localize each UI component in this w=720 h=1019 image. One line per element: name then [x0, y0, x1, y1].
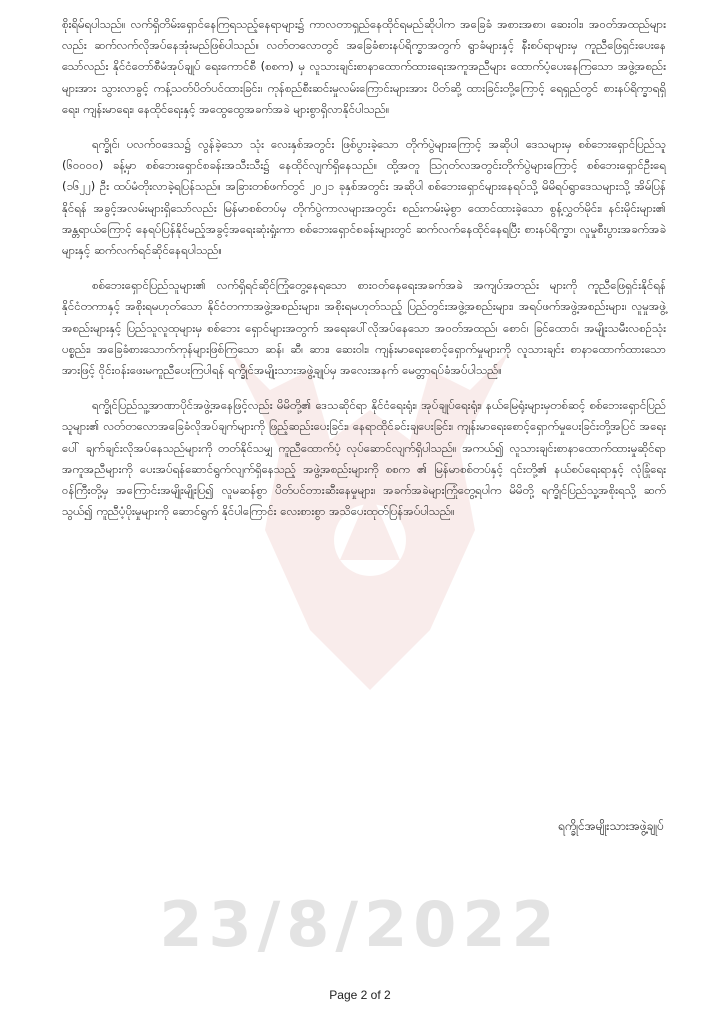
paragraph-4: ရက္ခိုင်ပြည်သူ့အာဏာပိုင်အဖွဲ့အနေဖြင့်လည်း မိမိတို့၏ ဒေသဆိုင်ရာ နိုင်ငံရေးရုံး၊ အုပ်ချုပ်ရေးရုံး၊ နယ်မြေရုံးများမှတစ်ဆင့် စစ်ဘေးရှောင်ပြည်သူများ၏ လတ်တလောအခြေခံလိုအပ်ချက်များကို ဖြည့်ဆည်းပေးခြင်း၊ နေရာထိုင်ခင်းချပေးခြင်း၊ ကျန်းမာရေးစောင့်ရှောက်မှုပေးခြင်းတို့အပြင် အရေးပေါ် ချက်ချင်းလိုအပ်နေသည်များကို တတ်နိုင်သမျှ ကူညီထောက်ပံ့ လုပ်ဆောင်လျက်ရှိပါသည်။ အကယ်၍ လူသားချင်းစာနာထောက်ထားမှုဆိုင်ရာ အကူအညီများကို ပေးအပ်ရန်ဆောင်ရွက်လျက်ရှိနေသည့် အဖွဲ့အစည်းများကို စစက ၏ မြန်မာစစ်တပ်နှင့် ၎င်းတို့၏ နယ်စပ်ရေးရာနှင့် လုံခြုံရေးဝန်ကြီးတို့မှ အကြောင်းအမျိုးမျိုးပြ၍ လူမဆန်စွာ ပိတ်ပင်တားဆီးနေမှုများ၊ အခက်အခဲများကြုံတွေ့ရပါက မိမိတို့ ရက္ခိုင်ပြည်သူ့အစိုးရသို့ ဆက်သွယ်၍ ကူညီပံ့ပိုးမှုများကို ဆောင်ရွက် နိုင်ပါကြောင်း လေးစားစွာ အသိပေးထုတ်ပြန်အပ်ပါသည်။ [62, 398, 666, 519]
date-watermark: 23/8/2022 [159, 888, 561, 961]
document-body [62, 14, 666, 536]
page-number: Page 2 of 2 [329, 988, 391, 1002]
paragraph-2: ရက္ခိုင်၊ ပလက်ဝဒေသ၌ လွန်ခဲ့သော သုံး လေးနှစ်အတွင်း ဖြစ်ပွားခဲ့သော တိုက်ပွဲများကြောင့် အဆိုပါ ဒေသများမှ စစ်ဘေးရှောင်ပြည်သူ (၆၀၀၀၀) ခန့်မှာ စစ်ဘေးရှောင်စခန်းအသီးသီး၌ နေထိုင်လျက်ရှိနေသည်။ ထို့အတူ ဩဂုတ်လအတွင်းတိုက်ပွဲများကြောင့် စစ်ဘေးရှောင်ဦးရေ (၁၆၂၂) ဦး ထပ်မံတိုးလာခဲ့ရပြန်သည်။ အခြားတစ်ဖက်တွင် ၂၀၂၁ ခုနှစ်အတွင်း အဆိုပါ စစ်ဘေးရှောင်များနေရပ်သို့ မိမိရပ်ရွာဒေသများသို့ အိမ်ပြန်နိုင်ရန် အခွင့်အလမ်းများရှိသော်လည်း မြန်မာစစ်တပ်မှ တိုက်ပွဲကာလများအတွင်း စည်းကမ်းမဲ့စွာ ထောင်ထားခဲ့သော စွန့်လွှတ်မိုင်း၊ နင်းမိုင်းများ၏ အန္တရာယ်ကြောင့် နေရပ်ပြန်နိုင်မည့်အခွင့်အရေးဆုံးရှုံးကာ စစ်ဘေးရှောင်စခန်းများတွင် ဆက်လက်နေထိုင်နေရပြီး စားနပ်ရိက္ခာ၊ လူမှုစီးပွားအခက်အခဲများနှင့် ဆက်လက်ရင်ဆိုင်နေရပါသည်။ [62, 137, 666, 258]
paragraph-3: စစ်ဘေးရှောင်ပြည်သူများ၏ လက်ရှိရင်ဆိုင်ကြုံတွေ့နေရသော စားဝတ်နေရေးအခက်အခဲ အကျပ်အတည်း များကို ကူညီဖြေရှင်းနိုင်ရန် နိုင်ငံတကာနှင့် အစိုးရမဟုတ်သော နိုင်ငံတကာအဖွဲ့အစည်းများ၊ အစိုးရမဟုတ်သည့် ပြည်တွင်းအဖွဲ့အစည်းများ၊ အရပ်ဖက်အဖွဲ့အစည်းများ၊ လူမှုအဖွဲ့အစည်းများနှင့် ပြည်သူလူထုများမှ စစ်ဘေး ရှောင်များအတွက် အရေးပေါ်လိုအပ်နေသော အဝတ်အထည်၊ စောင်၊ ခြင်ထောင်၊ အမျိုးသမီးလစဉ်သုံးပစ္စည်း၊ အခြေခံစားသောက်ကုန်များဖြစ်ကြသော ဆန်၊ ဆီ၊ ဆား၊ ဆေးဝါး၊ ကျန်းမာရေးစောင့်ရှောက်မှုများကို လူသားချင်း စာနာထောက်ထားသောအားဖြင့် ဝိုင်းဝန်းဖေးမကူညီပေးကြပါရန် ရက္ခိုင်အမျိုးသားအဖွဲ့ချုပ်မှ အလေးအနက် မေတ္တာရပ်ခံအပ်ပါသည်။ [62, 278, 666, 378]
paragraph-1: စိုးရိမ်ရပါသည်။ လက်ရှိတိမ်းရှောင်နေကြရသည့်နေရာများ၌ ကာလတာရှည်နေထိုင်ရမည်ဆိုပါက အခြေခံ အစားအစာ၊ ဆေးဝါး၊ အဝတ်အထည်များလည်း ဆက်လက်လိုအပ်နေအုံးမည်ဖြစ်ပါသည်။ လတ်တလောတွင် အခြေခံစားနပ်ရိက္ခာအတွက် ရွာခံများနှင့် နီးစပ်ရာများမှ ကူညီဖြေရှင်းပေးနေသော်လည်း နိုင်ငံတော်စီမံအုပ်ချုပ် ရေးကောင်စီ (စစက) မှ လူသားချင်းစာနာထောက်ထားရေးအကူအညီများ ထောက်ပံ့ပေးနေကြသော အဖွဲ့အစည်းများအား သွားလာခွင့် ကန့်သတ်ပိတ်ပင်ထားခြင်း၊ ကုန်စည်စီးဆင်းမှုလမ်းကြောင်းများအား ပိတ်ဆို့ ထားခြင်းတို့ကြောင့် ရေရှည်တွင် စားနပ်ရိက္ခာရရှိရေး၊ ကျန်းမာရေး၊ နေထိုင်ရေးနှင့် အထွေထွေအခက်အခဲ များစွာရှိလာနိုင်ပါသည်။ [62, 17, 666, 116]
signature-organization: ရက္ခိုင်အမျိုးသားအဖွဲ့ချုပ် [557, 819, 664, 833]
